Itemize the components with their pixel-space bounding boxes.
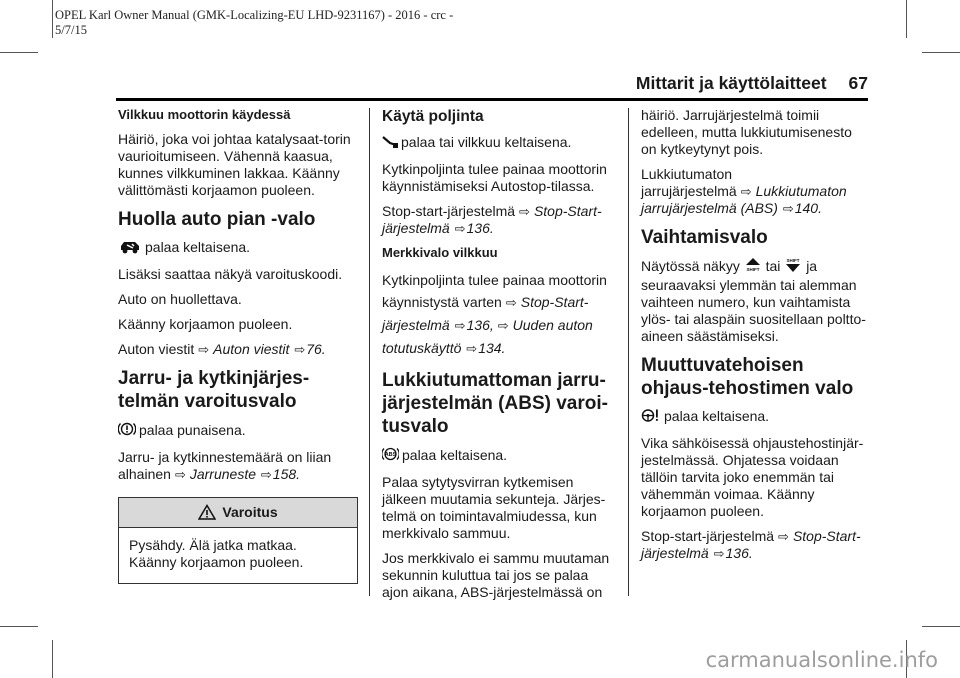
cross-reference-icon: ⇨ (778, 529, 789, 544)
section-heading: Käytä poljinta (382, 108, 484, 125)
paragraph: ABS palaa keltaisena. (382, 446, 618, 466)
cross-reference-icon: ⇨ (497, 318, 509, 333)
section-heading: Merkkivalo vilkkuu (382, 245, 498, 260)
cross-reference-icon: ⇨ (519, 204, 530, 219)
cross-reference-icon: ⇨ (174, 467, 186, 482)
paragraph: Näytössä näkyy SHIFT tai SHIFT ja seuraavaksi ylemmän tai alemman vaihteen numero, kun vaihtamista ylös- tai alaspäin suositellaan poltto-aineen säästämiseksi. (641, 258, 866, 344)
cross-reference-icon: ⇨ (294, 342, 306, 357)
paragraph: Lisäksi saattaa näkyä varoituskoodi. (118, 266, 343, 282)
crop-mark (906, 0, 907, 38)
crop-mark (922, 626, 960, 627)
cross-reference-icon: ⇨ (505, 295, 517, 310)
page-reference[interactable]: 136. (725, 545, 753, 561)
page-reference[interactable]: 136. (466, 220, 494, 236)
warning-body (119, 528, 357, 583)
cross-reference-link[interactable]: Jarruneste (189, 466, 256, 482)
paragraph: Kytkinpoljinta tulee painaa moottorin käynnistämiseksi Autostop-tilassa. (382, 161, 607, 194)
cross-reference-link[interactable]: Uuden auton totutuskäyttö (382, 317, 593, 356)
paragraph: häiriö. Jarrujärjestelmä toimii edelleen, mutta lukkiutumisenesto on kytkeytynyt pois. (641, 107, 852, 157)
car-wrench-icon (118, 239, 142, 258)
paragraph: Lukkiutumaton jarrujärjestelmä ⇨ Lukkiutumaton jarrujärjestelmä (ABS) ⇨140. (641, 166, 847, 216)
cross-reference-icon: ⇨ (454, 221, 466, 236)
crop-mark (52, 0, 53, 38)
paragraph: Auton viestit ⇨ Auton viestit ⇨76. (118, 341, 326, 357)
section-heading: Vaihtamisvalo (641, 227, 768, 248)
paragraph: Auto on huollettava. (118, 291, 242, 307)
cross-reference-icon: ⇨ (198, 342, 210, 357)
cross-reference-link[interactable]: Stop-Start-järjestelmä (382, 203, 602, 236)
section-heading: Muuttuvatehoisen ohjaus-tehostimen valo (641, 355, 854, 399)
cross-reference-link[interactable]: Stop-Start-järjestelmä (382, 294, 589, 333)
header-rule (116, 98, 868, 101)
paragraph: Käänny korjaamon puoleen. (118, 316, 293, 332)
cross-reference-link[interactable]: Stop-Start-järjestelmä (641, 528, 861, 561)
paragraph: Häiriö, joka voi johtaa katalysaat-torin vaurioitumiseen. Vähennä kaasua, kunnes vilkkuminen lakkaa. Käänny välittömästi korjaamon puoleen. (118, 131, 351, 198)
section-heading: Huolla auto pian -valo (118, 209, 316, 230)
crop-mark (922, 52, 960, 53)
chapter-title: Mittarit ja käyttölaitteet (635, 73, 827, 93)
cross-reference-icon: ⇨ (713, 546, 725, 561)
crop-mark (52, 640, 53, 678)
crop-mark (0, 52, 38, 53)
cross-reference-icon: ⇨ (466, 341, 478, 356)
left-column (118, 107, 358, 584)
section-heading: Lukkiutumattoman jarru-järjestelmän (ABS) varoi-tusvalo (382, 370, 608, 437)
cross-reference-link[interactable]: Lukkiutumaton jarrujärjestelmä (ABS) (641, 183, 847, 216)
paragraph: Pysähdy. Älä jatka matkaa. Käänny korjaamon puoleen. (129, 537, 304, 570)
paragraph: palaa tai vilkkuu keltaisena. (382, 134, 618, 153)
running-head (636, 73, 868, 94)
cross-reference-link[interactable]: Auton viestit (213, 341, 290, 357)
paragraph: Stop-start-järjestelmä ⇨ Stop-Start-järjestelmä ⇨136. (641, 528, 861, 561)
shift-up-icon (745, 257, 761, 277)
paragraph: palaa keltaisena. (118, 239, 358, 258)
middle-column (382, 107, 618, 609)
paragraph: Palaa sytytysvirran kytkemisen jälkeen muutamia sekunteja. Järjes-telmä on toimintavalmiudessa, kun merkkivalo sammuu. (382, 474, 606, 541)
print-metadata: OPEL Karl Owner Manual (GMK-Localizing-EU LHD-9231167) - 2016 - crc - 5/7/15 (55, 8, 454, 37)
page-reference[interactable]: 136, (466, 317, 494, 333)
cross-reference-icon: ⇨ (740, 184, 752, 199)
page-reference[interactable]: 140. (794, 200, 822, 216)
warning-box (118, 497, 358, 584)
paragraph: palaa keltaisena. (641, 408, 871, 427)
section-heading: Jarru- ja kytkinjärjes-telmän varoitusvalo (118, 368, 310, 412)
page-reference[interactable]: 158. (272, 466, 301, 482)
shift-down-icon (785, 257, 801, 277)
paragraph: Kytkinpoljinta tulee painaa moottorin käynnistystä varten ⇨ Stop-Start-järjestelmä ⇨136, ⇨ Uuden auton totutuskäyttö ⇨134. (382, 272, 607, 356)
watermark: carmanualsonline.info (705, 648, 938, 672)
column-divider (628, 108, 629, 596)
paragraph: Jarru- ja kytkinnestemäärä on liian alhainen ⇨ Jarruneste ⇨158. (118, 449, 332, 482)
crop-mark (0, 626, 38, 627)
svg-text:ABS: ABS (384, 452, 397, 458)
cross-reference-icon: ⇨ (782, 201, 794, 216)
paragraph: Vika sähköisessä ohjaustehostinjär-jestelmässä. Ohjatessa voidaan tällöin tarvita joko enemmän tai vähemmän voimaa. Käänny korjaamon puoleen. (641, 435, 864, 519)
svg-text:SHIFT: SHIFT (786, 258, 800, 263)
abs-icon (382, 446, 399, 466)
right-column (641, 107, 871, 570)
clutch-pedal-icon (382, 135, 398, 153)
cross-reference-icon: ⇨ (260, 467, 272, 482)
paragraph: Jos merkkivalo ei sammu muutaman sekunnin kuluttua tai jos se palaa ajon aikana, ABS-järjestelmässä on (382, 550, 610, 600)
warning-header: Varoitus (119, 498, 357, 528)
paragraph: palaa punaisena. (118, 421, 358, 441)
column-divider (369, 108, 370, 596)
warning-triangle-icon (198, 504, 216, 520)
page-number: 67 (848, 73, 868, 93)
page-reference[interactable]: 76. (306, 341, 326, 357)
page-reference[interactable]: 134. (478, 340, 506, 356)
cross-reference-icon: ⇨ (454, 318, 466, 333)
power-steering-icon (641, 408, 661, 427)
paragraph: Stop-start-järjestelmä ⇨ Stop-Start-järjestelmä ⇨136. (382, 203, 602, 236)
svg-text:SHIFT: SHIFT (746, 267, 760, 272)
brake-warning-icon (118, 421, 136, 441)
section-heading: Vilkkuu moottorin käydessä (118, 107, 291, 122)
